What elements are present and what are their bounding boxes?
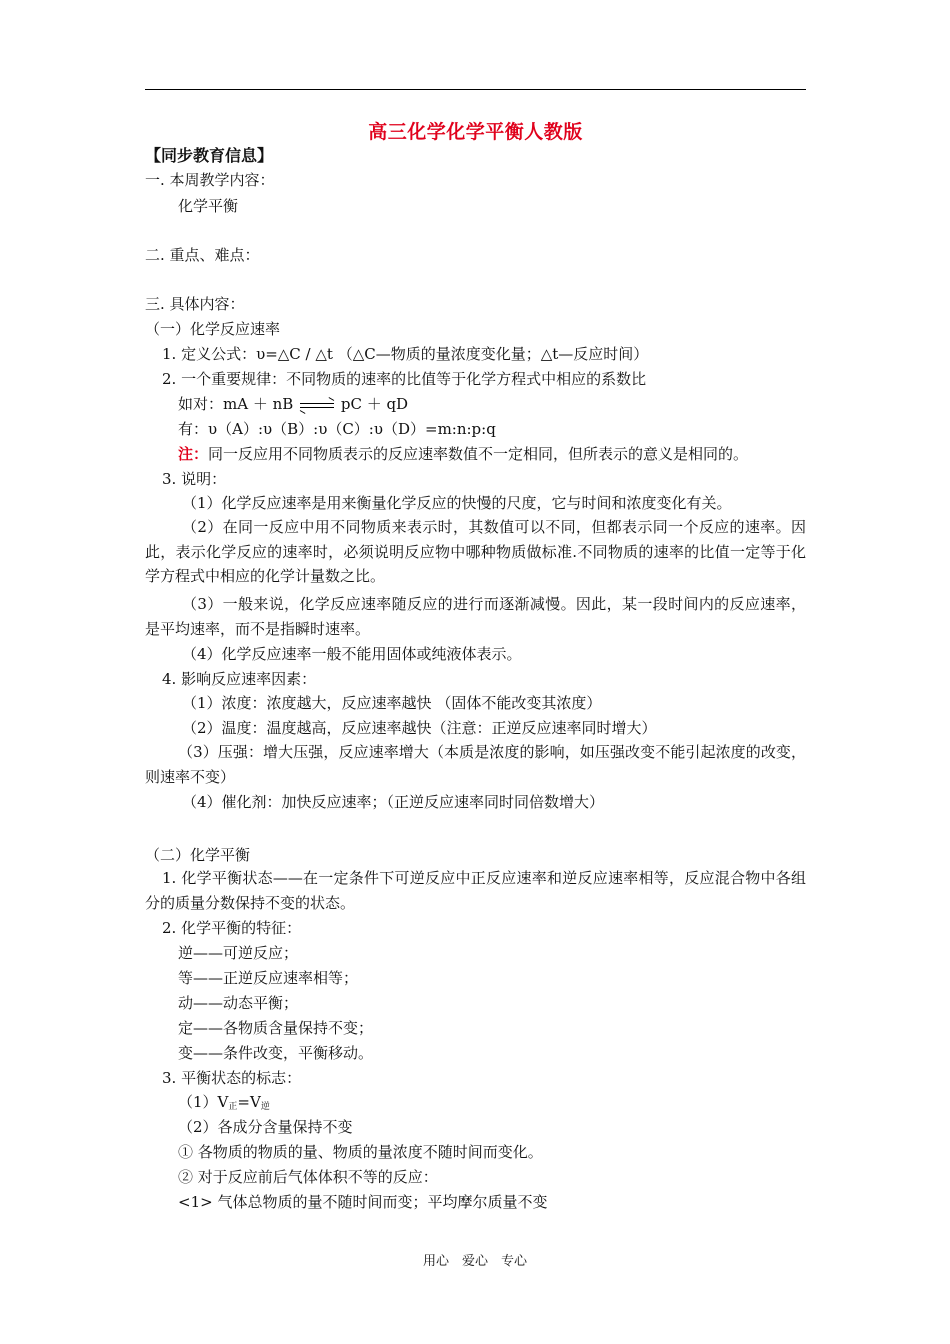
- reversible-arrow-icon: [300, 401, 334, 409]
- sign-1: [178, 1092, 270, 1117]
- sign-1-sub-forward: 正: [228, 1102, 238, 1112]
- rate-note: [178, 444, 748, 464]
- rate-definition: 1. 定义公式：υ=△C / △t （△C—物质的量浓度变化量；△t—反应时间）: [162, 345, 649, 363]
- factor-concentration: （1）浓度：浓度越大，反应速率越快 （固体不能改变其浓度）: [182, 694, 602, 712]
- rate-ratio: 有：υ（A）:υ（B）:υ（C）:υ（D）=m:n:p:q: [178, 420, 496, 438]
- rate-heading: （一）化学反应速率: [145, 320, 281, 338]
- equation-right: pC ＋ qD: [340, 395, 409, 413]
- sign-circle-2: ② 对于反应前后气体体积不等的反应：: [178, 1168, 438, 1186]
- equilibrium-state: 1. 化学平衡状态——在一定条件下可逆反应中正反应速率和逆反应速率相等，反应混合物中各组分的质量分数保持不变的状态。: [145, 869, 806, 912]
- equilibrium-heading: （二）化学平衡: [145, 846, 251, 864]
- rate-rule: 2. 一个重要规律：不同物质的速率的比值等于化学方程式中相应的系数比: [162, 370, 647, 388]
- explain-3: （3）一般来说，化学反应速率随反应的进行而逐渐减慢。因此，某一段时间内的反应速率，是平均速率，而不是指瞬时速率。: [145, 595, 806, 638]
- explain-2: （2）在同一反应中用不同物质来表示时，其数值可以不同，但都表示同一个反应的速率。因此，表示化学反应的速率时，必须说明反应物中哪种物质做标准.不同物质的速率的比值一定等于化学方程式中相应的化学计量数之比。: [145, 518, 806, 585]
- feature-item: 变——条件改变，平衡移动。: [178, 1044, 374, 1062]
- part1-heading: 一. 本周教学内容：: [145, 171, 275, 189]
- factor-catalyst: （4）催化剂：加快反应速率；（正逆反应速率同时同倍数增大）: [182, 793, 605, 811]
- feature-item: 定——各物质含量保持不变；: [178, 1019, 374, 1037]
- section-header: 【同步教育信息】: [145, 146, 274, 165]
- reaction-equation: [178, 394, 408, 414]
- part1-content: 化学平衡: [178, 197, 239, 215]
- factors-heading: 4. 影响反应速率因素：: [162, 670, 317, 688]
- note-label: 注：: [178, 445, 209, 463]
- sign-circle-1: ① 各物质的物质的量、物质的量浓度不随时间而变化。: [178, 1143, 543, 1161]
- factor-pressure: （3）压强：增大压强，反应速率增大（本质是浓度的影响，如压强改变不能引起浓度的改变，则速率不变）: [145, 743, 806, 786]
- note-text: 同一反应用不同物质表示的反应速率数值不一定相同，但所表示的意义是相同的。: [208, 445, 749, 463]
- signs-heading: 3. 平衡状态的标志：: [162, 1069, 302, 1087]
- equation-left: 如对：mA ＋ nB: [178, 395, 294, 413]
- sign-2: （2）各成分含量保持不变: [178, 1118, 353, 1136]
- feature-item: 等——正逆反应速率相等；: [178, 969, 359, 987]
- part3-heading: 三. 具体内容：: [145, 295, 245, 313]
- sign-1-prefix: （1）V: [178, 1093, 229, 1111]
- page-footer: 用心 爱心 专心: [422, 1254, 527, 1269]
- explain-4: （4）化学反应速率一般不能用固体或纯液体表示。: [182, 645, 522, 663]
- explain-1: （1）化学反应速率是用来衡量化学反应的快慢的尺度，它与时间和浓度变化有关。: [182, 494, 732, 512]
- feature-item: 逆——可逆反应；: [178, 944, 299, 962]
- explain-heading: 3. 说明：: [162, 470, 227, 488]
- sign-1-sub-reverse: 逆: [260, 1102, 270, 1112]
- part2-heading: 二. 重点、难点：: [145, 246, 260, 264]
- sign-bracket-1: <1> 气体总物质的量不随时间而变；平均摩尔质量不变: [178, 1193, 548, 1211]
- feature-item: 动——动态平衡；: [178, 994, 299, 1012]
- page-title: 高三化学化学平衡人教版: [368, 121, 583, 143]
- features-heading: 2. 化学平衡的特征：: [162, 919, 302, 937]
- factor-temperature: （2）温度：温度越高，反应速率越快（注意：正逆反应速率同时增大）: [182, 719, 657, 737]
- header-rule: [145, 89, 806, 90]
- sign-1-mid: =V: [237, 1093, 261, 1111]
